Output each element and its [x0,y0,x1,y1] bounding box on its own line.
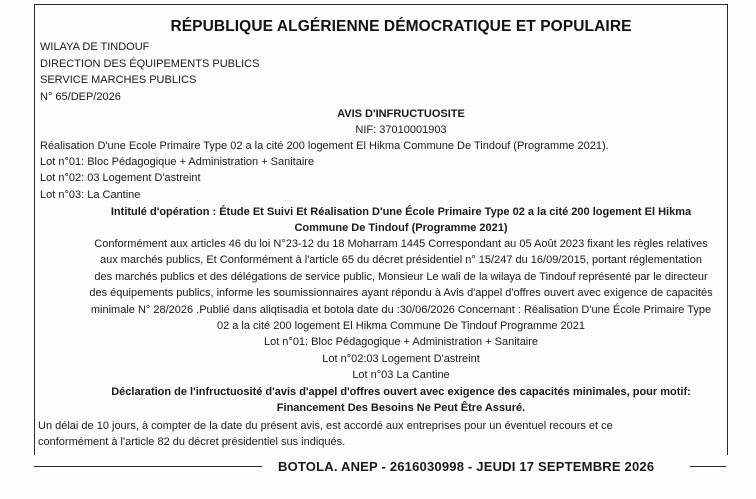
nif-line: NIF: 37010001903 [355,124,447,136]
publication-footer: BOTOLA. ANEP - 2616030998 - JEUDI 17 SEPTEMBRE 2026 [278,459,655,474]
body-line: des équipements publics, informe les soumissionnaires ayant répondu à Avis d'appel d'offres ouvert avec exigence de capacités [89,287,713,299]
republic-heading: RÉPUBLIQUE ALGÉRIENNE DÉMOCRATIQUE ET POPULAIRE [170,18,632,35]
body-line: Conformément aux articles 46 du loi N°23-12 du 18 Moharram 1445 Correspondant au 05 Août 2023 fixant les règles relatives [94,238,708,250]
operation-title-line: Commune De Tindouf (Programme 2021) [294,222,508,234]
project-line: Réalisation D'une Ecole Primaire Type 02 a la cité 200 logement El Hikma Commune De Tindouf (Programme 2021). [40,140,609,152]
lot-line: Lot n°03: La Cantine [40,189,141,201]
lot-line: Lot n°03 La Cantine [352,369,450,381]
footer-rule-right [690,466,726,467]
issuer-header [40,39,259,105]
lot-line: Lot n°01: Bloc Pédagogique + Administration + Sanitaire [263,336,539,348]
service-line: SERVICE MARCHES PUBLICS [40,74,197,87]
direction-line: DIRECTION DES ÉQUIPEMENTS PUBLICS [40,57,260,70]
lot-line: Lot n°01: Bloc Pédagogique + Administration + Sanitaire [40,156,315,168]
body-line: aux marchés publics, Et Conformément à l'article 65 du décret présidentiel n° 15/247 du 16/09/2015, portant réglementation [99,254,703,266]
lot-line: Lot n°02:03 Logement D'astreint [322,353,480,365]
declaration-line: Déclaration de l'infructuosité d'avis d'appel d'offres ouvert avec exigence des capacités minimales, pour motif: [111,386,691,398]
recourse-line: conformément à l'article 82 du décret présidentiel sus indiqués. [38,436,346,448]
wilaya-line: WILAYA DE TINDOUF [40,41,150,53]
body-line: des marchés publics et des délégations de service public, Monsieur Le wali de la wilaya de Tindouf représenté par le directeur [94,271,708,283]
footer-rule-left [34,466,262,467]
operation-title-line: Intitulé d'opération : Étude Et Suivi Et Réalisation D'une École Primaire Type 02 a la cité 200 logement El Hikma [110,206,692,218]
reference-number: N° 65/DEP/2026 [40,90,121,103]
recourse-line: Un délai de 10 jours, à compter de la date du présent avis, est accordé aux entreprises pour un éventuel recours et ce [38,420,613,432]
body-line: 02 a la cité 200 logement El Hikma Commune De Tindouf Programme 2021 [216,320,586,332]
lot-line: Lot n°02: 03 Logement D'astreint [40,172,201,184]
declaration-reason: Financement Des Besoins Ne Peut Être Assuré. [276,402,526,414]
body-line: minimale N° 28/2026 .Publié dans aliqtisadia et botola date du :30/06/2026 Concernant : Réalisation D'une École Primaire Type [90,304,712,316]
notice-title: AVIS D'INFRUCTUOSITE [337,108,465,120]
